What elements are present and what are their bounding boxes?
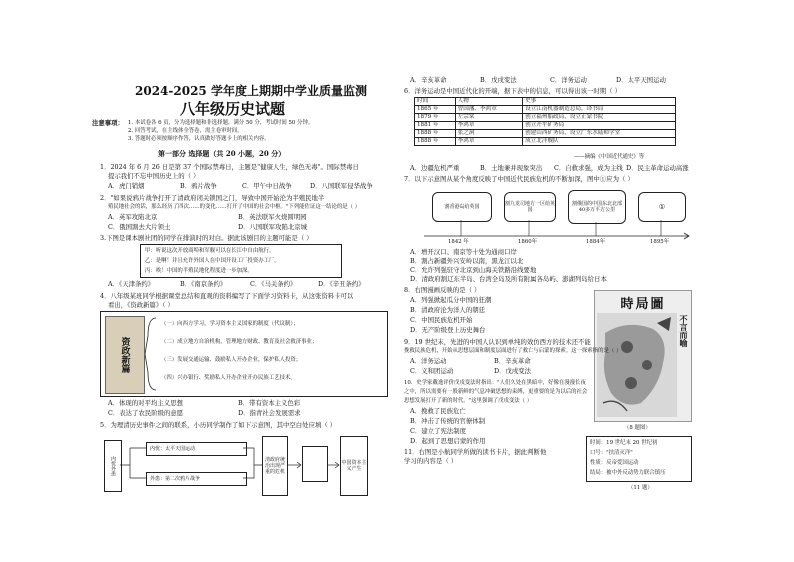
q9-stem: 9．19 世纪末，先进的中国人认识到单纯的效仿西方的技术还不能	[404, 338, 591, 346]
q3-option: A．《天津条约》	[108, 280, 155, 288]
q9-option: A．洋务运动	[410, 357, 447, 365]
timeline-year: 1842 年	[448, 239, 469, 245]
q1-option: D．八国联军侵华战争	[310, 182, 373, 190]
cartoon-side-text: 不言而喻	[679, 315, 689, 347]
notice-line: 2. 回答考试，在主线体全答卷，需主卷审时间。	[128, 128, 243, 134]
table-row	[415, 114, 676, 122]
flow-outer: 外患：第二次鸦片战争	[146, 472, 247, 486]
q8-option: B．清政府沦为洋人的朝廷	[410, 306, 485, 314]
q4-stem: 4．八年级某班同学根据课堂总结和直观的资料编写了下面学习资料卡，从这张资料卡可以	[100, 292, 354, 300]
q5-option: A．辛亥革命	[410, 76, 447, 84]
section-heading: 第一部分 选择题（共 20 小题，20 分）	[158, 149, 286, 158]
q3-dialog-box	[140, 244, 342, 278]
table-row	[415, 106, 676, 114]
q6-option: B．土地兼并现象突出	[480, 164, 543, 172]
q1-stem: 1．2024 年 6 月 26 日是第 37 个国际禁毒日，主题是"健康人生，绿色无毒"。国际禁毒日	[100, 163, 359, 171]
table-row	[415, 130, 676, 138]
notice-line: 1. 本试卷各 6 页，分为选择题和非选择题，满分 50 分，考试时间 50 分钟。	[128, 120, 314, 126]
q3-option: B．《南京条约》	[180, 280, 227, 288]
q1-option: C．甲午中日战争	[242, 182, 292, 190]
q10-stem: 之中，所以需要有一股新鲜的气息冲破思想的束缚，更重要的是为以后的社会	[404, 389, 588, 395]
table-cell: 设立江南机器制造总局，译书局	[523, 106, 676, 114]
table-header	[415, 98, 676, 106]
notice-line: 3. 答题时必须按顺序作答，认真做好答题卡上的相关内容。	[128, 136, 270, 142]
q2-stem: 2．"如果说鸦片战争打开了清政府闭关锁国之门，导致中国开始沦为半殖民地半	[100, 194, 325, 202]
flow-middle: 清政府统治出现严重的危机	[262, 436, 288, 496]
timeline-box: 割香港岛给英国	[432, 192, 492, 222]
q7-timeline	[404, 186, 694, 246]
flow-right: 中国资本主义产生	[340, 436, 368, 496]
q10-option: D．起到了思想启蒙的作用	[410, 437, 486, 445]
timeline-box: 割俄国的中国东北北部40多万平方公里	[568, 190, 626, 224]
q7-option: D．清政府割辽东半岛、台湾全岛及所有附属各岛屿、澎湖列岛给日本	[410, 275, 607, 283]
q4-option: B．带有资本主义色彩	[238, 399, 301, 407]
q8-option: C．中国民族危机开始	[410, 316, 473, 324]
timeline-axis	[404, 186, 694, 246]
timeline-box-blank: ①	[638, 192, 686, 222]
q10-stem: 思想发展打开了新的时代。"这里强调了戊戌变法（ ）	[404, 398, 533, 404]
table-cell: 李鸿章	[455, 138, 522, 146]
right-column	[404, 0, 694, 562]
table-cell: 李鸿章	[455, 122, 522, 130]
table-cell: 左宗棠	[455, 114, 522, 122]
timeline-box: 割九龙司地方一区给英国	[504, 192, 556, 222]
q8-stem: 8．右图漫画反映的是（ ）	[404, 286, 481, 294]
card-point: （一）向西方学习，学习资本主义国家的制度（代议制）；	[161, 321, 299, 327]
table-cell: 1865 年	[415, 106, 456, 114]
q7-stem: 7．以下示意图从某个角度反映了中国近代民族危机的不断加深，图中①应为（ ）	[404, 175, 634, 183]
dialog-line: 乙：是啊！并且允许外国人在中国开设工厂投资办工厂。	[145, 258, 280, 264]
q5-option: C．洋务运动	[550, 76, 587, 84]
flow-inner: 内忧：太平天国运动	[146, 442, 247, 456]
q5-option: B．戊戌变法	[480, 76, 517, 84]
card-line: 性质：反帝爱国运动	[590, 460, 639, 466]
q6-option: C．自救求强，成为主线	[554, 164, 623, 172]
q1-option: B．鸦片战争	[180, 182, 217, 190]
q3-stem: 3.下图是课本剧社团的同学在排演时的对白。据此该剧目的主题可能是（ ）	[100, 234, 313, 242]
q7-option: B．割占新疆外兴安岭以南，黑龙江以北	[410, 257, 524, 265]
q10-option: C．建立了宪法制度	[410, 427, 467, 435]
left-column	[92, 0, 390, 562]
book-title: 资政新篇	[119, 337, 130, 373]
card-line: 口号："扶清灭洋"	[590, 450, 633, 456]
exam-title: 2024-2025 学年度上期期中学业质量监测	[135, 84, 367, 98]
table-header-cell: 人物	[455, 98, 522, 106]
q7-option: A．增开汉口、南京等十处为通商口岸	[410, 248, 517, 256]
table-cell: 创立开平矿务局	[523, 122, 676, 130]
flow-arrows	[100, 432, 386, 502]
q5-flow-diagram	[100, 432, 386, 502]
q8-option: A．列强掀起瓜分中国的狂潮	[410, 296, 492, 304]
q11-stem: 11．右图是小航同学所做的读书卡片，据此判断他	[404, 448, 547, 456]
card-point: （二）成立地方自治机构，管理地方财政、教育及社会救济事业；	[161, 339, 318, 345]
q2-option: D．八国联军攻陷北京城	[238, 223, 308, 231]
table-row	[415, 122, 676, 130]
q5-option: D．太平天国运动	[616, 76, 666, 84]
q2-option: C．俄国割去大片领土	[108, 223, 171, 231]
table-cell: 曾国藩、李鸿章	[455, 106, 522, 114]
dialog-line: 丙：唉！中国的半殖民地化程度进一步加深。	[145, 268, 253, 274]
q2-option: B．英法联军火烧圆明园	[238, 213, 307, 221]
flow-left: 内忧外患	[104, 440, 122, 492]
q3-option: C．《马关条约》	[250, 280, 297, 288]
q11-stem: 学习的内容是（ ）	[404, 457, 458, 465]
cartoon-title: 時局圖	[620, 297, 666, 312]
q2-option: A．英军攻陷北京	[108, 213, 158, 221]
q6-stem: 6．洋务运动是中国近代化的开端，据下表中的信息，可以得出该一时期（ ）	[404, 87, 621, 95]
card-point: （四）兴办银行、奖励私人开办企业开办民族工艺技术。	[161, 375, 296, 381]
exam-subtitle: 八年级历史试题	[180, 100, 286, 118]
q7-option: C．允许列强驻守北京到山海关铁路沿线要地	[410, 266, 537, 274]
table-cell: 1879 年	[415, 114, 456, 122]
q6-option: A．边疆危机严重	[410, 164, 460, 172]
q11-reading-card	[586, 436, 692, 482]
q1-option: A．虎门销烟	[108, 182, 145, 190]
q4-option: D．指青社会发展需求	[238, 409, 301, 417]
cartoon-map-illustration	[597, 313, 677, 417]
table-cell: 1888 年	[415, 130, 456, 138]
q4-card	[100, 311, 388, 397]
card-line: 结局：被中外反动势力联合镇压	[590, 470, 666, 476]
q8-cartoon	[594, 290, 692, 422]
q10-option: B．冲击了传统的官僚体制	[410, 417, 485, 425]
q6-source: ——摘编《中国近代通史》等	[574, 154, 645, 160]
q10-option: A．挽救了民族危亡	[410, 407, 466, 415]
table-row	[415, 138, 676, 146]
q8-option: D．无产阶级登上历史舞台	[410, 326, 486, 334]
q4-stem: 看出，《资政新篇》（ ）	[108, 301, 174, 309]
card-line: 时间：19 世纪末 20 世纪初	[590, 440, 658, 446]
timeline-year: 1884年	[586, 239, 606, 245]
q9-option: C．义和团运动	[410, 367, 454, 375]
card-caption: （11 题）	[628, 485, 653, 491]
q1-stem: 提示我们不忘中国历史上的（ ）	[108, 172, 200, 180]
q4-option: C．表达了农民阶级的意愿	[108, 409, 184, 417]
q3-option: D．《辛丑条约》	[318, 280, 365, 288]
q2-stem: 殖民地社会的话，那么经历了四次……的变化……打开了中国的社会中枢。"下列能佐证这一结论的是（ ）	[108, 204, 361, 210]
table-cell: 成立北洋舰队	[523, 138, 676, 146]
cartoon-caption: （8 题图）	[624, 425, 651, 431]
q6-table	[414, 97, 676, 146]
q9-stem: 挽救民族危机，开始从思想层面和制度层面进行了救亡与启蒙的探索。这一探索指的是（ ）	[404, 348, 622, 354]
table-header-cell: 时间	[415, 98, 456, 106]
q9-option: B．辛亥革命	[494, 357, 531, 365]
table-cell: 1888 年	[415, 138, 456, 146]
q4-option: A．体现的对平均主义思想	[108, 399, 183, 407]
q6-option: D．民主革命运动高涨	[626, 164, 689, 172]
card-point: （三）发展交通运输、鼓励私人开办企业，保护私人投资；	[161, 357, 302, 363]
table-cell: 张之洞	[455, 130, 522, 138]
q5-stem: 5．为理清历史事件之间的联系，小历同学制作了如下示意图，其中空白处应填（ ）	[100, 421, 337, 429]
table-header-cell: 史事	[523, 98, 676, 106]
timeline-year: 1860年	[518, 239, 538, 245]
table-cell: 创建山西矿务局，设立广东水陆师学堂	[523, 130, 676, 138]
notice-label: 注意事项：	[92, 119, 124, 127]
bracket-icon	[145, 316, 157, 392]
q10-stem: 10．史学家戴逸评价戊戌变法时指出："人们久处在黑暗中，好像在漫漫长夜	[404, 380, 586, 386]
timeline-year: 1895年	[650, 239, 670, 245]
table-cell: 创立福州船政局，设立正蒙书院	[523, 114, 676, 122]
dialog-line: 甲：听说这次开放商埠和军舰可以在长江中自由航行。	[145, 248, 275, 254]
table-cell: 1881 年	[415, 122, 456, 130]
book-image	[105, 316, 145, 394]
q9-option: D．戊戌变法	[494, 367, 532, 375]
